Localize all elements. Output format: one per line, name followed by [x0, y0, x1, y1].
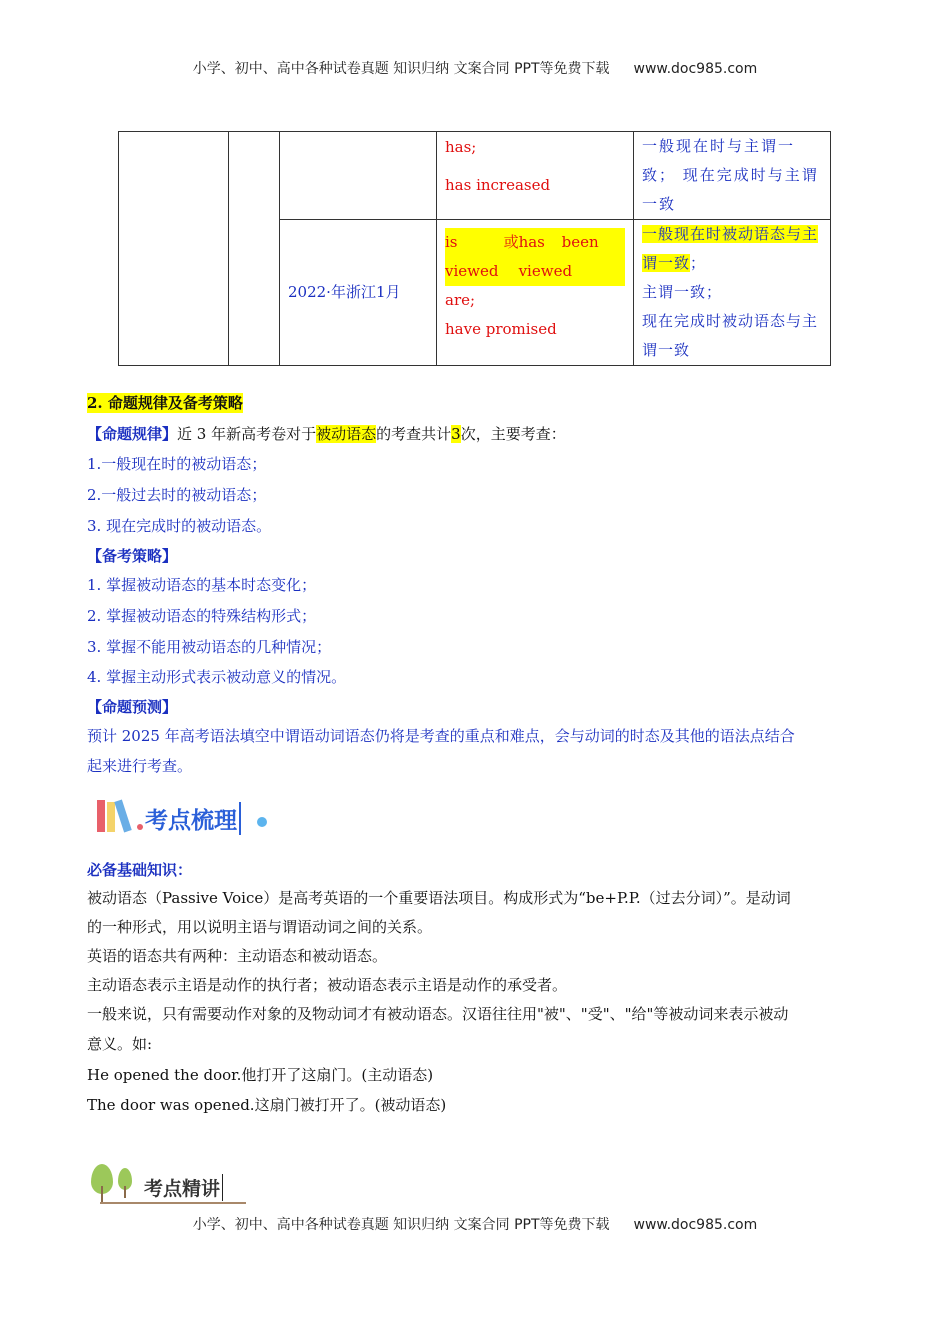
page-footer	[0, 1214, 950, 1234]
list-item: 3. 现在完成时的被动语态。	[87, 517, 272, 535]
table-cell	[634, 220, 831, 366]
text: 次，主要考查：	[460, 425, 566, 443]
list-item: 2. 掌握被动语态的特殊结构形式；	[87, 607, 317, 625]
page-header	[0, 58, 950, 78]
example-text: He opened the door.他打开了这扇门。(主动语态)	[87, 1066, 434, 1084]
example-text: The door was opened.这扇门被打开了。(被动语态)	[87, 1096, 447, 1114]
answer-highlight: has been viewed	[519, 228, 625, 286]
body-text: 意义。如:	[87, 1035, 153, 1053]
text: 近 3 年新高考卷对于	[177, 425, 317, 443]
predict-text: 预计 2025 年高考语法填空中谓语动词语态仍将是考查的重点和难点，会与动词的时态及其他的语法点结合	[87, 727, 795, 745]
body-text: 主动语态表示主语是动作的执行者；被动语态表示主语是动作的承受者。	[87, 976, 568, 994]
table-cell	[229, 132, 280, 366]
highlight: 3	[451, 425, 461, 443]
banner-kaodian-shuli	[95, 798, 275, 838]
basics-title: 必备基础知识：	[87, 861, 193, 879]
table-cell	[280, 132, 437, 220]
banner-title: 考点梳理	[145, 802, 241, 835]
note-text: 主谓一致；	[642, 283, 723, 301]
list-item: 4. 掌握主动形式表示被动意义的情况。	[87, 668, 347, 686]
footer-text: 小学、初中、高中各种试卷真题 知识归纳 文案合同 PPT等免费下载	[192, 1217, 610, 1233]
answer-text: are;	[445, 291, 476, 309]
answer-text: has increased	[445, 176, 551, 194]
body-text: 英语的语态共有两种：主动语态和被动语态。	[87, 947, 388, 965]
predict-label: 【命题预测】	[87, 698, 178, 716]
answer-highlight: is viewed	[445, 228, 504, 286]
exam-table	[118, 131, 831, 366]
answer-text: has;	[445, 138, 477, 156]
banner-kaodian-jingjiang	[88, 1160, 248, 1208]
answer-text: have promised	[445, 320, 557, 338]
rule-line	[87, 424, 566, 444]
section-title: 2. 命题规律及备考策略	[87, 394, 243, 412]
source-text: 2022·年浙江1月	[280, 220, 437, 366]
banner-title: 考点精讲	[144, 1174, 223, 1201]
books-icon	[95, 798, 143, 832]
body-text: 被动语态（Passive Voice）是高考英语的一个重要语法项目。构成形式为“be+P.P.（过去分词）”。是动词	[87, 889, 791, 907]
note-text: ；	[690, 254, 707, 272]
highlight: 被动语态	[316, 425, 377, 443]
strategy-label: 【备考策略】	[87, 547, 178, 565]
footer-url[interactable]: www.doc985.com	[633, 1217, 758, 1233]
list-item: 3. 掌握不能用被动语态的几种情况；	[87, 638, 332, 656]
list-item: 1.一般现在时的被动语态；	[87, 455, 267, 473]
rule-label: 【命题规律】	[87, 425, 178, 443]
answer-highlight: 或	[504, 228, 519, 286]
list-item: 2.一般过去时的被动语态；	[87, 486, 267, 504]
note-text: 现在完成时被动语态与主谓一致	[642, 312, 819, 359]
table-row	[119, 132, 831, 220]
table-cell	[119, 132, 229, 366]
body-text: 一般来说，只有需要动作对象的及物动词才有被动语态。汉语往往用"被"、"受"、"给"等被动词来表示被动	[87, 1005, 789, 1023]
predict-text: 起来进行考查。	[87, 757, 193, 775]
dot-icon	[257, 817, 267, 827]
table-cell	[437, 132, 634, 220]
list-item: 1. 掌握被动语态的基本时态变化；	[87, 576, 317, 594]
header-url[interactable]: www.doc985.com	[633, 61, 758, 77]
divider	[100, 1202, 246, 1204]
note-highlight: 一般现在时被动语态与主谓一致	[642, 225, 819, 272]
text: 的考查共计	[376, 425, 452, 443]
header-text: 小学、初中、高中各种试卷真题 知识归纳 文案合同 PPT等免费下载	[192, 61, 610, 77]
table-cell	[437, 220, 634, 366]
note-text: 一般现在时与主谓一致； 现在完成时与主谓一致	[634, 132, 831, 220]
body-text: 的一种形式，用以说明主语与谓语动词之间的关系。	[87, 918, 433, 936]
